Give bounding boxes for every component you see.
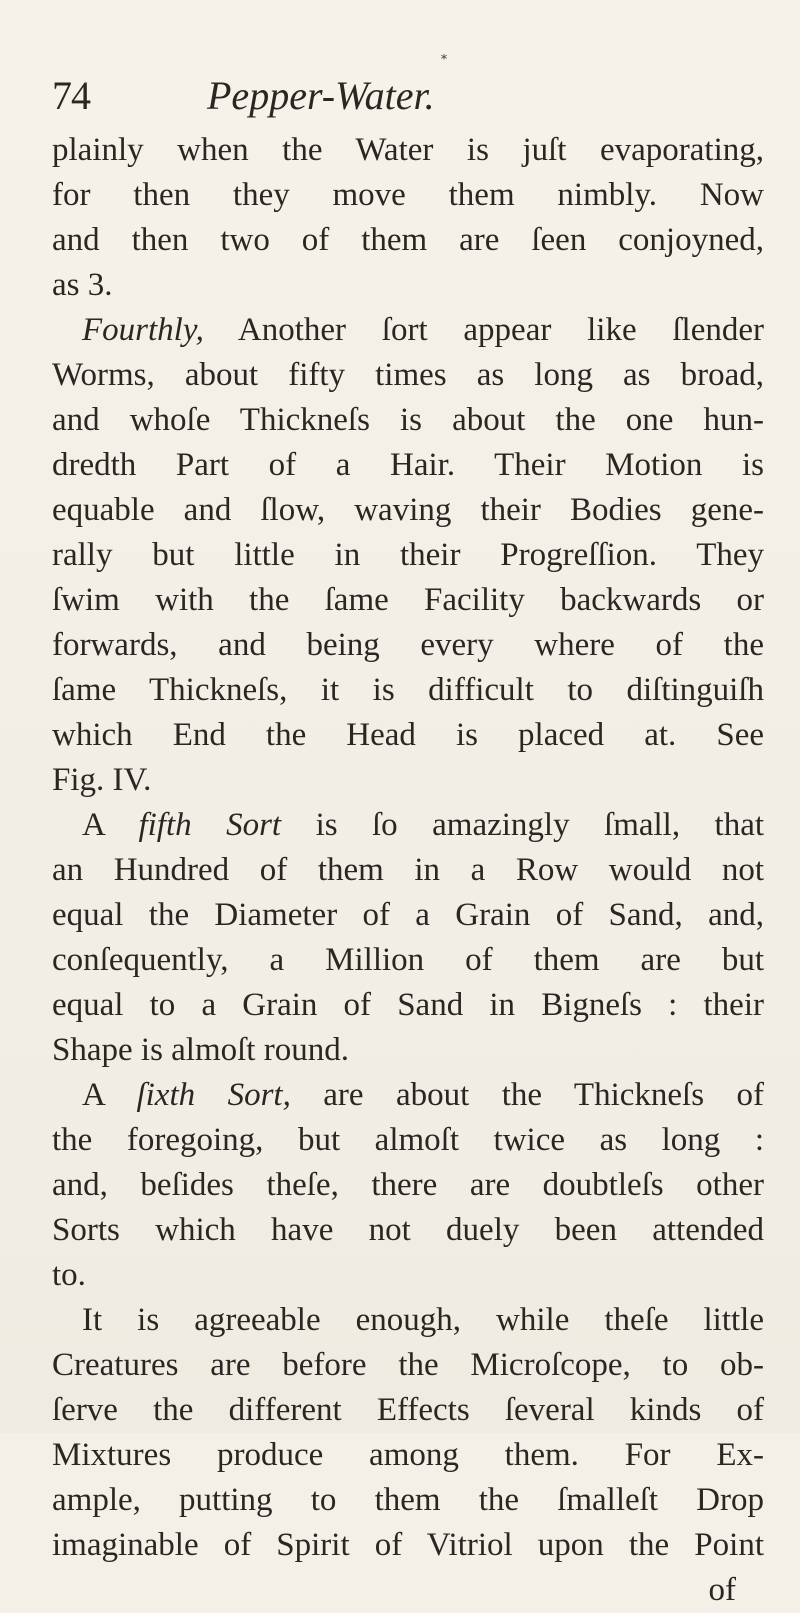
text-line: forwards, and being every where of the <box>52 627 764 663</box>
text-line: Worms, about fifty times as long as broad, <box>52 357 764 393</box>
text-line: to. <box>52 1257 86 1293</box>
text-line: Mixtures produce among them. For Ex- <box>52 1437 764 1473</box>
page-number: 74 <box>52 73 90 118</box>
text-line: for then they move them nimbly. Now <box>52 177 764 213</box>
text-line: rally but little in their Progreſſion. They <box>52 537 764 573</box>
text-line: ample, putting to them the ſmalleſt Drop <box>52 1482 764 1518</box>
text-line-sixth <box>52 1073 764 1118</box>
text-line-fourthly <box>52 308 764 353</box>
header-ornament: * <box>441 52 447 66</box>
text-line: and then two of them are ſeen conjoyned, <box>52 222 764 258</box>
italic-sixth-sort: ſixth Sort, <box>136 1077 291 1113</box>
text-line-fifth <box>52 803 764 848</box>
text-line: dredth Part of a Hair. Their Motion is <box>52 447 764 483</box>
text-line: Creatures are before the Microſcope, to ob- <box>52 1347 764 1383</box>
text-line: conſequently, a Million of them are but <box>52 942 764 978</box>
body-text <box>52 128 764 1613</box>
text-line: equable and ſlow, waving their Bodies gene- <box>52 492 764 528</box>
text-fragment: A <box>82 1077 105 1113</box>
text-line: as 3. <box>52 267 113 303</box>
text-line: plainly when the Water is juſt evaporating, <box>52 132 764 168</box>
text-line: ſame Thickneſs, it is difficult to diſtinguiſh <box>52 672 764 708</box>
text-line: imaginable of Spirit of Vitriol upon the Point <box>52 1527 764 1563</box>
text-line: ſerve the different Effects ſeveral kinds of <box>52 1392 764 1428</box>
text-line: the foregoing, but almoſt twice as long : <box>52 1122 764 1158</box>
catchword: of <box>708 1572 736 1608</box>
italic-fourthly: Fourthly, <box>82 312 204 348</box>
text-fragment: is ſo amazingly ſmall, that <box>315 807 764 843</box>
text-line: equal to a Grain of Sand in Bigneſs : their <box>52 987 764 1023</box>
text-line: Sorts which have not duely been attended <box>52 1212 764 1248</box>
text-line: It is agreeable enough, while theſe little <box>82 1302 764 1338</box>
running-head: Pepper-Water. <box>207 73 435 118</box>
italic-fifth-sort: fifth Sort <box>138 807 282 843</box>
text-fragment: Another ſort appear like ſlender <box>237 312 764 348</box>
text-line: and whoſe Thickneſs is about the one hun- <box>52 402 764 438</box>
text-line: which End the Head is placed at. See <box>52 717 764 753</box>
page-header <box>52 70 752 122</box>
text-fragment: are about the Thickneſs of <box>323 1077 764 1113</box>
text-line: an Hundred of them in a Row would not <box>52 852 764 888</box>
text-line: equal the Diameter of a Grain of Sand, and, <box>52 897 764 933</box>
text-line: Fig. IV. <box>52 762 152 798</box>
text-line: ſwim with the ſame Facility backwards or <box>52 582 764 618</box>
text-line: and, beſides theſe, there are doubtleſs other <box>52 1167 764 1203</box>
text-fragment: A <box>82 807 105 843</box>
text-line: Shape is almoſt round. <box>52 1032 349 1068</box>
